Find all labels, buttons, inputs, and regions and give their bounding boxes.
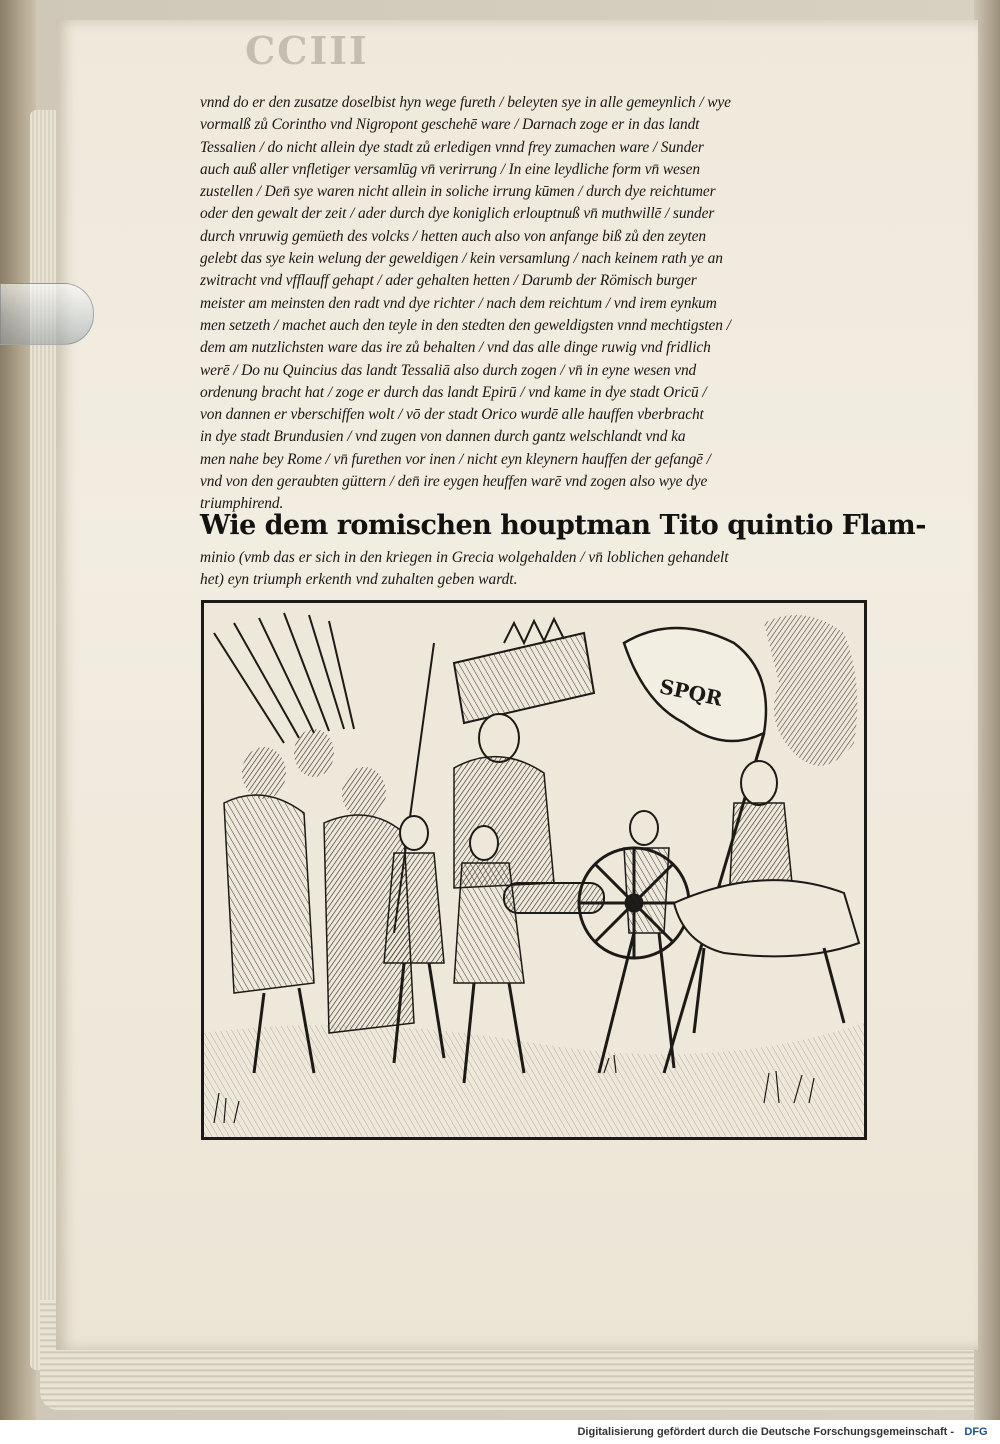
body-text-line: vnnd do er den zusatze doselbist hyn wege fureth / beleyten sye in alle gemeynlich / wye: [200, 94, 731, 111]
subheading-line: het) eyn triumph erkenth vnd zuhalten geben wardt.: [200, 571, 518, 588]
chapter-subheading: [200, 547, 872, 591]
body-text-line: Tessalien / do nicht allein dye stadt zů erledigen vnnd frey zumachen ware / Sunder: [200, 138, 704, 156]
body-text-line: werē / Do nu Quincius das landt Tessaliā also durch zogen / vn̄ in eyne wesen vnd: [200, 361, 697, 379]
body-text-line: gelebt das sye kein welung der geweldigen / kein versamlung / nach keinem rath ye an: [200, 250, 723, 268]
body-text-line: triumphirend.: [200, 495, 284, 513]
folio-number: CCIII: [245, 28, 369, 73]
body-text-line: men setzeth / machet auch den teyle in den stedten den geweldigsten vnnd mechtigsten /: [200, 316, 731, 334]
body-text: [200, 92, 872, 516]
footer-credit: Digitalisierung gefördert durch die Deutsche Forschungsgemeinschaft -: [577, 1426, 954, 1438]
body-text-line: zustellen / Den̄ sye waren nicht allein in soliche irrung kūmen / durch dye reichtumer: [200, 183, 716, 201]
subheading-line: minio (vmb das er sich in den kriegen in Grecia wolgehalden / vn̄ loblichen gehandelt: [200, 549, 729, 566]
body-text-line: meister am meinsten den radt vnd dye richter / nach dem reichtum / vnd irem eynkum: [200, 294, 717, 312]
chapter-heading: Wie dem romischen houptman Tito quintio Flam-: [200, 510, 926, 541]
body-text-line: vnd von den geraubten güttern / den̄ ire eygen heuffen warē vnd zogen also wye dye: [200, 473, 708, 491]
dfg-logo: DFG: [964, 1426, 988, 1438]
body-text-line: vormalß zů Corintho vnd Nigropont geschehē ware / Darnach zoge er in das landt: [200, 116, 700, 134]
body-text-line: in dye stadt Brundusien / vnd zugen von dannen durch gantz welschlandt vnd ka: [200, 428, 686, 446]
body-text-line: men nahe bey Rome / vn̄ furethen vor inen / nicht eyn kleynern hauffen der gefangē /: [200, 450, 711, 468]
body-text-line: auch auß aller vnfletiger versamlūg vn̄ verirrung / In eine leydliche form vn̄ wesen: [200, 160, 700, 178]
body-text-line: von dannen er vberschiffen wolt / vō der stadt Orico wurdē alle hauffen vberbracht: [200, 406, 704, 424]
body-text-line: durch vnruwig gemüeth des volcks / hetten auch also von anfange biß zů den zeyten: [200, 227, 706, 245]
banner-text: SPQR: [657, 674, 725, 711]
glass-weight-clip: [0, 283, 94, 345]
body-text-line: oder den gewalt der zeit / ader durch dye koniglich erlouptnuß vn̄ muthwillē / sunder: [200, 205, 715, 223]
body-text-line: ordenung bracht hat / zoge er durch das landt Epirū / vnd kame in dye stadt Oricū /: [200, 383, 707, 401]
woodcut-image: [204, 603, 864, 1137]
body-text-line: dem am nutzlichsten ware das ire zů behalten / vnd das alle dinge ruwig vnd fridlich: [200, 339, 711, 357]
woodcut-illustration: [201, 600, 867, 1140]
body-text-line: zwitracht vnd vfflauff gehapt / ader gehalten hetten / Darumb der Römisch burger: [200, 272, 697, 290]
